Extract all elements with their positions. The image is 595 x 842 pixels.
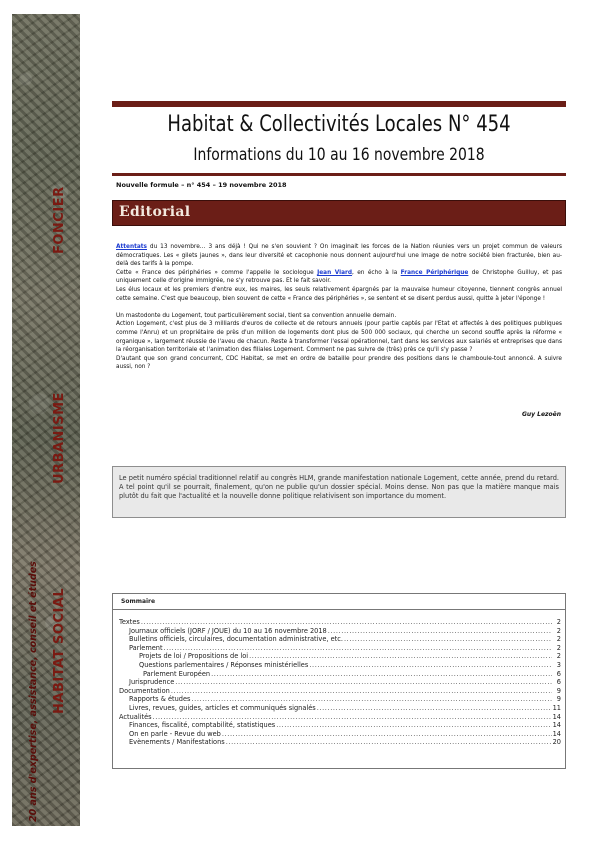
toc-entry-label: Evènements / Manifestations — [129, 738, 225, 747]
sidebar-label-habitat-social: HABITAT SOCIAL — [52, 587, 67, 714]
page-subtitle: Informations du 10 au 16 novembre 2018 — [193, 145, 485, 165]
toc-entry-page: 14 — [552, 712, 561, 721]
toc-leader-dots — [191, 695, 552, 704]
toc-entry-page: 9 — [556, 686, 561, 695]
editorial-paragraph: Action Logement, c'est plus de 3 milliards d'euros de collecte et de retours annuels (pour partie captés par l'Etat et affectés à des politiques publiques comme l'Anru) et un propriétaire de près d'un million de logements dont plus de 500 000 sociaux, qui cherche un second souffle après la réforme « organique », largement réussie de l'aveu de chacun. Reste à transformer l'essai opérationnel, tant dans les services aux salariés et entreprises que dans la réorganisation territoriale et l'animation des filiales Logement. Comment ne pas suivre de (très) près ce qu'il s'y passe ? — [116, 321, 562, 354]
toc-leader-dots — [171, 687, 552, 696]
toc-entry[interactable] — [119, 635, 561, 644]
toc-entry-label: Questions parlementaires / Réponses ministérielles — [139, 660, 309, 669]
link-france-peripherique[interactable]: France Périphérique — [400, 269, 469, 276]
toc-entry-page: 2 — [556, 626, 561, 635]
toc-entry[interactable] — [119, 678, 561, 687]
section-title: Editorial — [119, 204, 191, 220]
toc-entry[interactable] — [119, 661, 561, 670]
toc-entry[interactable] — [119, 730, 561, 739]
title-rule-top — [112, 101, 566, 107]
sidebar-label-foncier: FONCIER — [52, 186, 67, 254]
editorial-body — [116, 243, 562, 372]
toc-entry-label: Bulletins officiels, circulaires, documentation administrative, etc. — [129, 635, 343, 644]
toc-leader-dots — [317, 704, 552, 713]
toc-entry-label: Parlement Européen — [143, 669, 211, 678]
toc-entry-label: Actualités — [119, 712, 152, 721]
toc-entry[interactable] — [119, 695, 561, 704]
aerial-photo-strip — [12, 14, 80, 826]
editorial-paragraph: Les élus locaux et les premiers d'entre eux, les maires, les seuls relativement épargnés par la mauvaise humeur citoyenne, tiennent congrès annuel cette semaine. C'est que beaucoup, bien souvent de cette « France des périphéries », se sentent et se disent perdus aussi, quitte à jeter l'éponge ! — [116, 286, 562, 302]
toc-list — [113, 610, 565, 747]
title-rule-bottom — [112, 173, 566, 176]
toc-leader-dots — [276, 721, 551, 730]
toc-entry-label: Finances, fiscalité, comptabilité, statistiques — [129, 721, 276, 730]
issue-line: Nouvelle formule – n° 454 – 19 novembre 2018 — [116, 181, 287, 189]
toc-entry[interactable] — [119, 687, 561, 696]
toc-entry-page: 2 — [556, 643, 561, 652]
toc-leader-dots — [344, 635, 552, 644]
toc-entry[interactable] — [119, 652, 561, 661]
toc-entry-page: 2 — [556, 618, 561, 626]
editorial-paragraph: Attentats du 13 novembre… 3 ans déjà ! Qui ne s'en souvient ? On imaginait les forces de la Nation réunies vers un projet commun de valeurs démocratiques. Les « gilets jaunes », dans leur diversité et cacophonie nous donnent aujourd'hui une image de notre société bien fracturée, bien au-delà des tarifs à la pompe. — [116, 244, 562, 268]
toc-leader-dots — [328, 627, 552, 636]
note-box: Le petit numéro spécial traditionnel relatif au congrès HLM, grande manifestation nationale Logement, cette année, prend du retard. A tel point qu'il se pourrait, finalement, qu'on ne publie qu'un dossier spécial. Moins dense. Non pas que la matière manque mais plutôt du fait que l'actualité et la nouvelle donne politique relativisent son importance du moment. — [112, 466, 566, 518]
link-jean-viard[interactable]: Jean Viard — [317, 269, 353, 276]
toc-entry[interactable] — [119, 644, 561, 653]
toc-heading: Sommaire — [113, 594, 565, 610]
toc-leader-dots — [141, 618, 552, 627]
toc-entry-page: 14 — [552, 729, 561, 738]
editorial-paragraph: Un mastodonte du Logement, tout particulièrement social, tient sa convention annuelle demain. — [116, 312, 397, 319]
toc-entry[interactable] — [119, 670, 561, 679]
toc-entry-label: Journaux officiels (JORF / JOUE) du 10 au 16 novembre 2018 — [129, 626, 327, 635]
toc-entry-label: Parlement — [129, 643, 163, 652]
toc-leader-dots — [164, 644, 552, 653]
toc-entry-page: 11 — [552, 703, 561, 712]
toc-leader-dots — [211, 670, 552, 679]
toc-entry[interactable] — [119, 713, 561, 722]
toc-entry-page: 6 — [556, 669, 561, 678]
toc-entry-page: 6 — [556, 678, 561, 687]
toc-entry[interactable] — [119, 618, 561, 627]
toc-entry-page: 3 — [556, 660, 561, 669]
toc-entry[interactable] — [119, 627, 561, 636]
toc-entry[interactable] — [119, 704, 561, 713]
link-attentats[interactable]: Attentats — [116, 244, 147, 250]
editorial-paragraph: Cette « France des périphéries » comme l'appelle le sociologue Jean Viard, en écho à la France Périphérique de Christophe Guilluy, et pas uniquement celle d'origine immigrée, ne s'y retrouve pas. Et le fait savoir. — [116, 269, 562, 285]
toc-leader-dots — [175, 678, 552, 687]
sidebar-label-urbanisme: URBANISME — [52, 392, 67, 484]
toc-entry-label: Jurisprudence — [129, 678, 175, 687]
toc-entry[interactable] — [119, 738, 561, 747]
toc-leader-dots — [249, 652, 552, 661]
table-of-contents — [112, 593, 566, 769]
sidebar-tagline: 20 ans d'expertise, assistance, conseil et études — [28, 561, 39, 822]
toc-entry-page: 9 — [556, 695, 561, 704]
page-title: Habitat & Collectivités Locales N° 454 — [167, 112, 511, 137]
toc-entry-page: 2 — [556, 635, 561, 644]
toc-entry-label: Documentation — [119, 686, 170, 695]
editorial-signature: Guy Lezoën — [521, 411, 561, 418]
toc-entry-label: Textes — [119, 618, 140, 626]
toc-leader-dots — [226, 738, 552, 747]
toc-leader-dots — [153, 713, 552, 722]
toc-entry-page: 2 — [556, 652, 561, 661]
section-header-editorial — [112, 200, 566, 226]
toc-entry-label: Livres, revues, guides, articles et communiqués signalés — [129, 703, 316, 712]
toc-entry-page: 20 — [552, 738, 561, 747]
toc-entry-label: Projets de loi / Propositions de loi — [139, 652, 249, 661]
toc-entry-label: On en parle - Revue du web — [129, 729, 221, 738]
toc-entry-label: Rapports & études — [129, 695, 191, 704]
editorial-paragraph: D'autant que son grand concurrent, CDC Habitat, se met en ordre de bataille pour prendre des positions dans le chamboule-tout annoncé. A suivre aussi, non ? — [116, 355, 562, 371]
toc-leader-dots — [309, 661, 552, 670]
toc-entry[interactable] — [119, 721, 561, 730]
toc-leader-dots — [222, 730, 552, 739]
toc-entry-page: 14 — [552, 721, 561, 730]
